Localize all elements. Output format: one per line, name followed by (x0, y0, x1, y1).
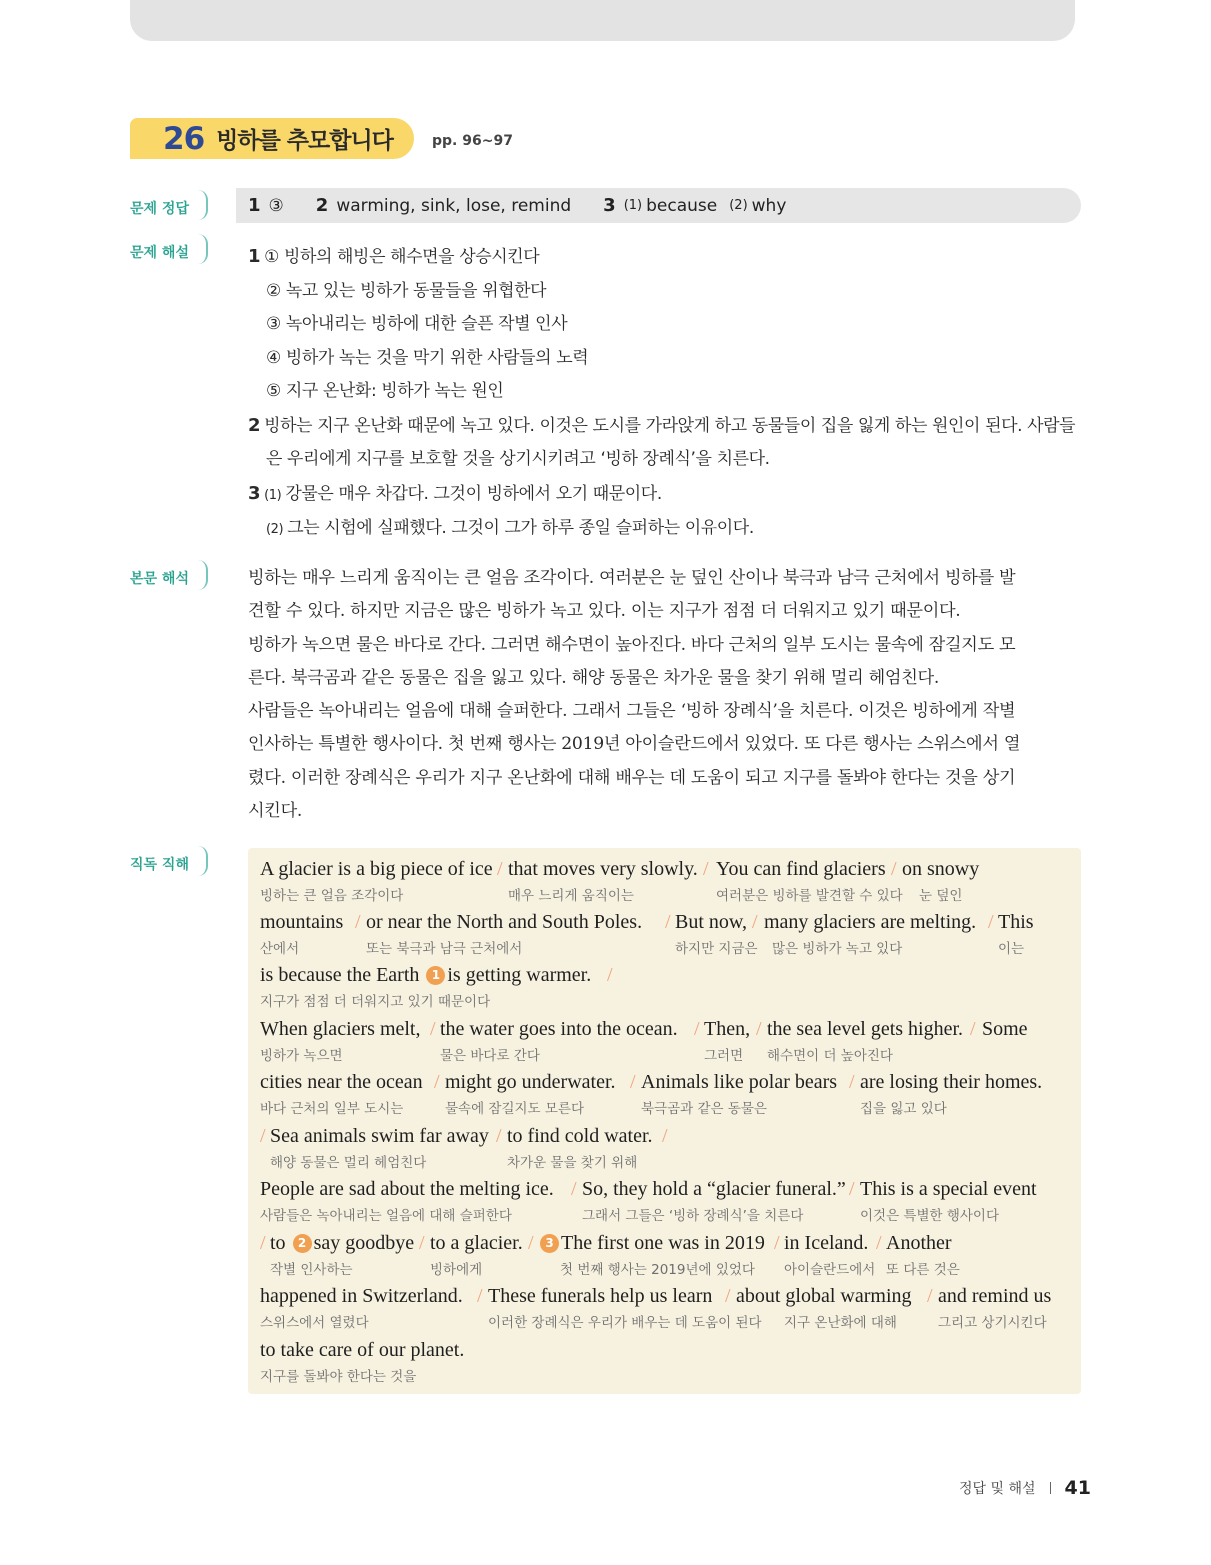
chunk: to find cold water. (507, 1125, 653, 1147)
chunk: might go underwater. (445, 1071, 616, 1093)
slash: / (703, 858, 709, 880)
gloss: 그리고 상기시킨다 (938, 1315, 1047, 1331)
gloss: 이는 (998, 941, 1025, 957)
explanation-text: 빙하는 지구 온난화 때문에 녹고 있다. 이것은 도시를 가라앉게 하고 동물들이 집을 잃게 하는 원인이 된다. 사람들 (264, 415, 1076, 436)
chunk: Animals like polar bears (641, 1071, 838, 1093)
grammar-mark-1: 1 (426, 966, 445, 985)
gloss: 아이슬란드에서 (784, 1262, 876, 1278)
chunk: The first one was in 2019 (561, 1232, 765, 1254)
answer-1-number: 1 (248, 195, 261, 216)
translation-line: 빙하는 매우 느리게 움직이는 큰 얼음 조각이다. 여러분은 눈 덮인 산이나 북극과 남극 근처에서 빙하를 발 (248, 568, 1016, 588)
explanation-q2-number: 2 (248, 414, 261, 436)
explanation-q1-option-4: ④ 빙하가 녹는 것을 막기 위한 사람들의 노력 (266, 347, 589, 368)
gloss: 빙하에게 (430, 1262, 483, 1278)
gloss: 해양 동물은 멀리 헤엄친다 (270, 1155, 427, 1171)
chunk: to a glacier. (430, 1232, 523, 1254)
gloss: 또는 북극과 남극 근처에서 (366, 941, 523, 957)
chunk: the sea level gets higher. (767, 1018, 964, 1040)
slash: / (434, 1071, 440, 1093)
chunk: Sea animals swim far away (270, 1125, 489, 1147)
slash: / (774, 1232, 780, 1254)
answer-3b-index: (2) (729, 198, 748, 213)
answer-1: ③ (268, 195, 284, 216)
chunk: People are sad about the melting ice. (260, 1178, 554, 1200)
gloss: 차가운 물을 찾기 위해 (507, 1155, 638, 1171)
footer-section: 정답 및 해설 (959, 1481, 1036, 1497)
slash: / (430, 1018, 436, 1040)
slash: / (355, 911, 361, 933)
gloss: 스위스에서 열렸다 (260, 1315, 369, 1331)
chunk: You can find glaciers (716, 858, 886, 880)
slash: / (876, 1232, 882, 1254)
explanation-q3-line-2 (248, 512, 1088, 547)
gloss: 이것은 특별한 행사이다 (860, 1208, 999, 1224)
chunk: that moves very slowly. (508, 858, 698, 880)
lesson-title-tab (130, 118, 414, 159)
gloss: 첫 번째 행사는 2019년에 있었다 (560, 1262, 755, 1278)
chunk: the water goes into the ocean. (440, 1018, 678, 1040)
chunk: Another (886, 1232, 952, 1254)
chunk: on snowy (902, 858, 980, 880)
grammar-mark-3: 3 (540, 1234, 559, 1253)
translation-line: 빙하가 녹으면 물은 바다로 간다. 그러면 해수면이 높아진다. 바다 근처의 일부 도시는 물속에 잠길지도 모 (248, 634, 1016, 655)
chunk: When glaciers melt, (260, 1018, 421, 1040)
explanation-q1-option-2: ② 녹고 있는 빙하가 동물들을 위협한다 (266, 280, 547, 301)
grammar-mark-2: 2 (293, 1234, 312, 1253)
translation-line: 렸다. 이러한 장례식은 우리가 지구 온난화에 대해 배우는 데 도움이 되고 지구를 돌봐야 한다는 것을 상기 (248, 767, 1016, 788)
gloss: 또 다른 것은 (886, 1262, 960, 1278)
gloss: 물속에 잠길지도 모른다 (445, 1101, 584, 1117)
chunk: to (270, 1232, 286, 1254)
label-direct: 직독 직해 (130, 846, 208, 876)
answer-bar (236, 188, 1081, 223)
answer-2-number: 2 (315, 195, 329, 216)
gloss: 산에서 (260, 941, 300, 957)
explanation-block (248, 240, 1088, 547)
slash: / (756, 1018, 762, 1040)
gloss: 물은 바다로 간다 (440, 1048, 540, 1064)
answer-3a-index: (1) (623, 198, 643, 213)
explanation-q3-number: 3 (248, 482, 261, 504)
explanation-q3-index-2: (2) (266, 522, 284, 537)
chunk: in Iceland. (784, 1232, 869, 1254)
slash: / (988, 911, 994, 933)
translation-line: 시킨다. (248, 801, 303, 822)
footer-divider (1050, 1482, 1051, 1494)
page-footer (959, 1477, 1091, 1499)
chunk: is because the Earth (260, 964, 420, 986)
slash: / (665, 911, 671, 933)
chunk: This is a special event (860, 1178, 1037, 1200)
chunk: and remind us (938, 1285, 1052, 1307)
slash: / (607, 964, 613, 986)
slash: / (496, 1125, 502, 1147)
direct-reading-box (248, 848, 1081, 1394)
gloss: 지구가 점점 더 더워지고 있기 때문이다 (260, 994, 491, 1010)
chunk: happened in Switzerland. (260, 1285, 463, 1307)
chunk: is getting warmer. (447, 964, 592, 986)
explanation-text: 그는 시험에 실패했다. 그것이 그가 하루 종일 슬퍼하는 이유이다. (287, 518, 754, 538)
explanation-q1-option-1 (248, 240, 1088, 275)
gloss: 지구 온난화에 대해 (784, 1315, 897, 1331)
slash: / (662, 1125, 668, 1147)
slash: / (725, 1285, 731, 1307)
explanation-q3-index-1: (1) (264, 487, 282, 503)
label-answers: 문제 정답 (130, 190, 208, 220)
translation-line: 인사하는 특별한 행사이다. 첫 번째 행사는 2019년 아이슬란드에서 있었다. 또 다른 행사는 스위스에서 열 (248, 734, 1021, 755)
gloss: 집을 잃고 있다 (860, 1101, 947, 1117)
lesson-header (130, 118, 513, 159)
slash: / (497, 858, 503, 880)
explanation-q1-number: 1 (248, 246, 261, 267)
explanation-q3-line-1 (248, 477, 1088, 513)
answer-3b: why (751, 195, 787, 216)
chunk: But now, (675, 911, 748, 933)
chunk-with-mark (538, 1232, 765, 1255)
gloss: 매우 느리게 움직이는 (508, 888, 634, 904)
slash: / (260, 1232, 266, 1254)
explanation-text: 강물은 매우 차갑다. 그것이 빙하에서 오기 때문이다. (285, 483, 662, 504)
lesson-title: 빙하를 추모합니다 (216, 128, 393, 154)
chunk: This (998, 911, 1034, 933)
page-number: 41 (1064, 1477, 1091, 1499)
answer-2: warming, sink, lose, remind (336, 195, 572, 216)
label-translation: 본문 해석 (130, 560, 208, 590)
gloss: 그러면 (704, 1048, 744, 1064)
gloss: 사람들은 녹아내리는 얼음에 대해 슬퍼한다 (260, 1208, 512, 1224)
chunk: So, they hold a “glacier funeral.” (582, 1178, 846, 1200)
slash: / (630, 1071, 636, 1093)
label-explanation: 문제 해설 (130, 234, 208, 264)
option-text: ① 빙하의 해빙은 해수면을 상승시킨다 (264, 247, 540, 267)
lesson-number: 26 (163, 120, 205, 157)
gloss: 여러분은 빙하를 발견할 수 있다 (716, 888, 903, 904)
gloss: 이러한 장례식은 우리가 배우는 데 도움이 된다 (488, 1315, 762, 1331)
chunk: say goodbye (313, 1232, 415, 1254)
slash: / (528, 1232, 534, 1254)
chunk: are losing their homes. (860, 1071, 1043, 1093)
slash: / (477, 1285, 483, 1307)
chunk: Some (982, 1018, 1028, 1040)
lesson-pages: pp. 96~97 (432, 132, 513, 149)
chunk: A glacier is a big piece of ice (260, 858, 493, 880)
chunk-with-mark (270, 1232, 414, 1255)
slash: / (752, 911, 758, 933)
explanation-q1-option-5: ⑤ 지구 온난화: 빙하가 녹는 원인 (266, 381, 504, 401)
gloss: 하지만 지금은 (675, 941, 758, 957)
chunk: about global warming (736, 1285, 912, 1307)
translation-line: 른다. 북극곰과 같은 동물은 집을 잃고 있다. 해양 동물은 차가운 물을 찾기 위해 멀리 헤엄친다. (248, 667, 939, 688)
chunk-with-mark (260, 964, 591, 987)
explanation-q2-line-2: 은 우리에게 지구를 보호할 것을 상기시키려고 ‘빙하 장례식’을 치른다. (266, 449, 770, 469)
slash: / (419, 1232, 425, 1254)
slash: / (891, 858, 897, 880)
chunk: to take care of our planet. (260, 1339, 465, 1361)
gloss: 빙하는 큰 얼음 조각이다 (260, 888, 404, 904)
gloss: 북극곰과 같은 동물은 (641, 1101, 767, 1117)
slash: / (260, 1125, 266, 1147)
gloss: 눈 덮인 (919, 888, 963, 904)
chunk: These funerals help us learn (488, 1285, 713, 1307)
slash: / (571, 1178, 577, 1200)
slash: / (849, 1071, 855, 1093)
chunk: Then, (704, 1018, 751, 1040)
slash: / (970, 1018, 976, 1040)
chunk: mountains (260, 911, 344, 933)
translation-block (248, 562, 1088, 828)
gloss: 바다 근처의 일부 도시는 (260, 1101, 404, 1117)
slash: / (694, 1018, 700, 1040)
gloss: 많은 빙하가 녹고 있다 (772, 941, 903, 957)
slash: / (849, 1178, 855, 1200)
gloss: 빙하가 녹으면 (260, 1048, 343, 1064)
answer-3a: because (646, 195, 718, 216)
chunk: cities near the ocean (260, 1071, 423, 1093)
slash: / (927, 1285, 933, 1307)
gloss: 작별 인사하는 (270, 1262, 353, 1278)
top-decor-band (130, 0, 1075, 41)
explanation-q1-option-3: ③ 녹아내리는 빙하에 대한 슬픈 작별 인사 (266, 314, 568, 334)
explanation-q2-line-1 (248, 409, 1088, 444)
gloss: 그래서 그들은 ‘빙하 장례식’을 치른다 (582, 1208, 804, 1224)
translation-line: 사람들은 녹아내리는 얼음에 대해 슬퍼한다. 그래서 그들은 ‘빙하 장례식’을 치른다. 이것은 빙하에게 작별 (248, 701, 1016, 722)
gloss: 지구를 돌봐야 한다는 것을 (260, 1369, 417, 1385)
chunk: many glaciers are melting. (764, 911, 977, 933)
gloss: 해수면이 더 높아진다 (767, 1048, 893, 1064)
translation-line: 견할 수 있다. 하지만 지금은 많은 빙하가 녹고 있다. 이는 지구가 점점 더 더워지고 있기 때문이다. (248, 601, 961, 622)
chunk: or near the North and South Poles. (366, 911, 643, 933)
answer-3-number: 3 (603, 195, 616, 216)
